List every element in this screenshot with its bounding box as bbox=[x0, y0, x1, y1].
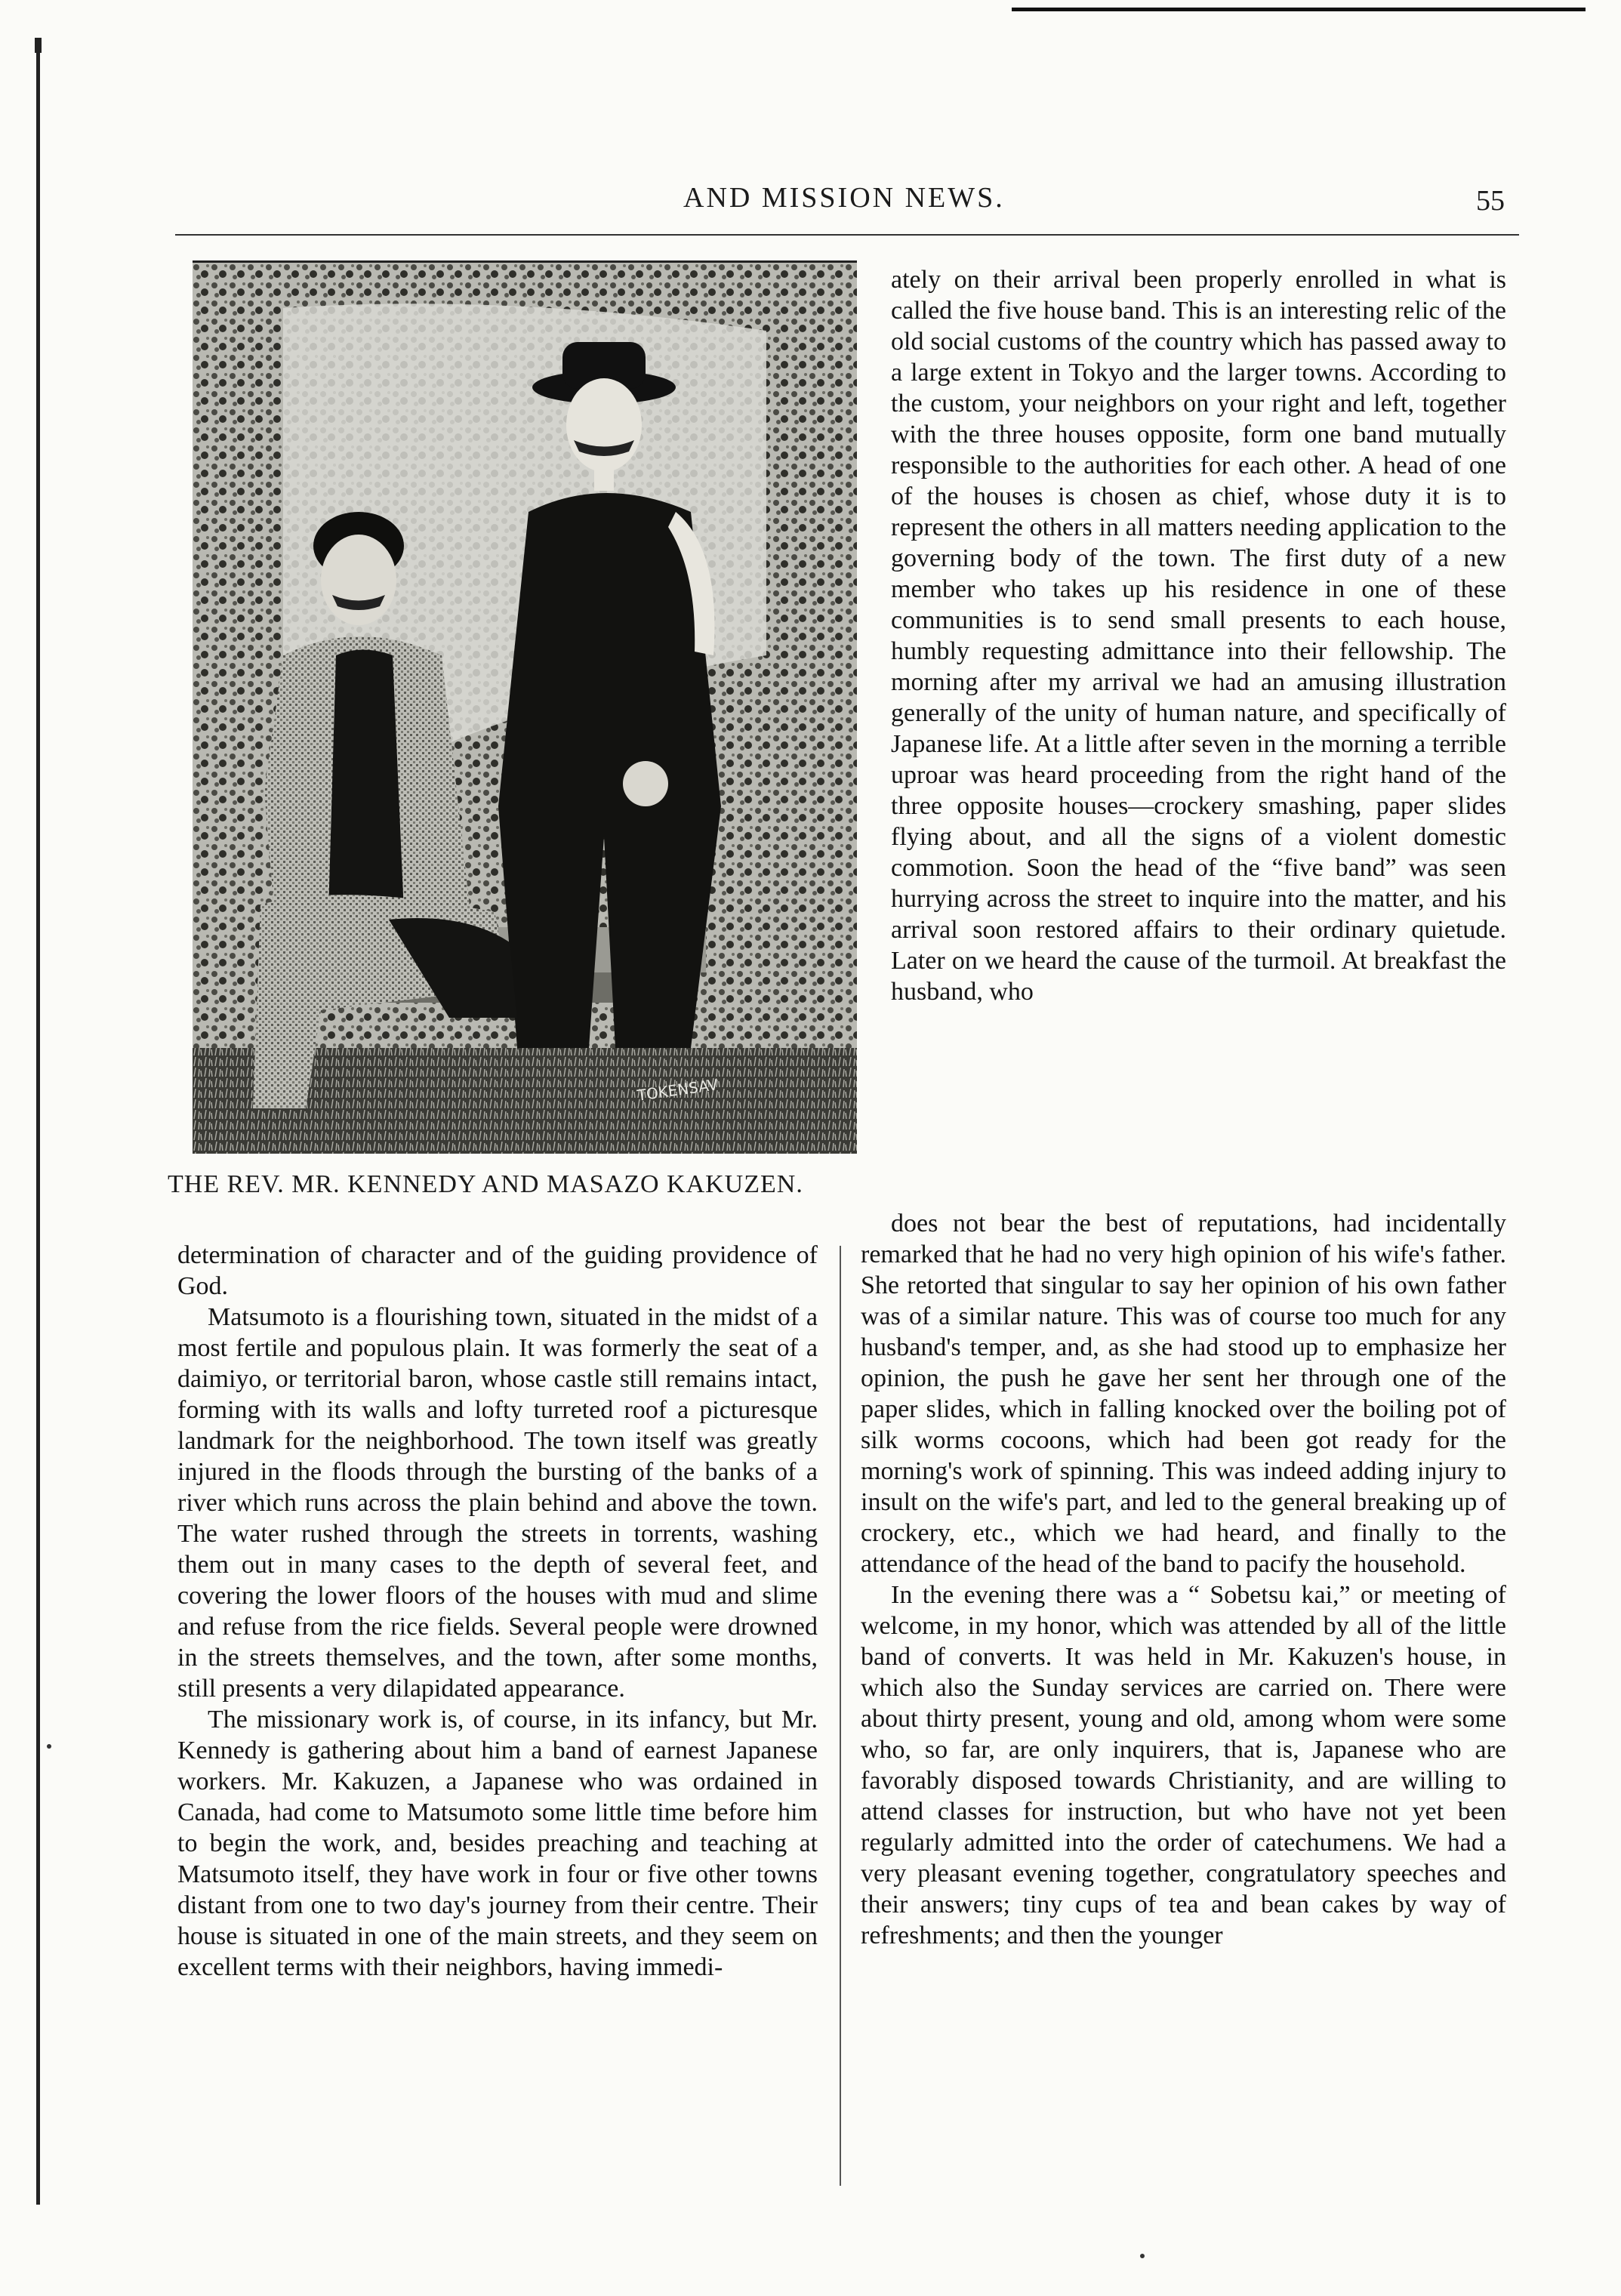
column-divider bbox=[840, 1246, 841, 2186]
paragraph: Matsumoto is a flourishing town, situated in the midst of a most fertile and populous plain. It was formerly the seat of a daimiyo, or territorial baron, whose castle still remains intact, forming with its walls and lofty turreted roof a picturesque landmark for the neighborhood. The town itself was greatly injured in the floods through the bursting of the banks of a river which runs across the plain behind and above the town. The water rushed through the streets in torrents, washing them out in many cases to the depth of several feet, and covering the lower floors of the houses with mud and slime and refuse from the rice fields. Several people were drowned in the streets themselves, and the town, after some months, still presents a very dilapidated appearance. bbox=[177, 1303, 818, 1703]
paragraph: ately on their arrival been properly enrolled in what is called the five house band. This is an interesting relic of the old social customs of the country which has passed away to a large extent in Tokyo and the larger towns. According to the custom, your neighbors on your right and left, together with the three houses opposite, form one band mutually responsible to the authorities for each other. A head of one of the houses is chosen as chief, whose duty it is to represent the others in all matters needing application to the governing body of the town. The first duty of a new member who takes up his residence in one of these communities is to send small presents to each house, humbly requesting admittance into their fellowship. The morning after my arrival we had an amusing illustration generally of the unity of human nature, and specifically of Japanese life. At a little after seven in the morning a terrible uproar was heard proceeding from the right hand of the three opposite houses—crockery smashing, paper slides flying about, and all the signs of a violent domestic commotion. Soon the head of the “five band” was seen hurrying across the street to inquire into the matter, and his arrival soon restored affairs to their ordinary quietude. Later on we heard the cause of the turmoil. At breakfast the husband, who bbox=[891, 266, 1506, 1006]
page-number: 55 bbox=[1476, 185, 1505, 217]
scan-speck bbox=[1140, 2254, 1145, 2258]
header-rule bbox=[175, 234, 1519, 236]
right-column-top bbox=[891, 264, 1506, 1007]
photo-caption: THE REV. MR. KENNEDY AND MASAZO KAKUZEN. bbox=[168, 1170, 803, 1198]
running-header: AND MISSION NEWS. bbox=[683, 182, 1005, 214]
paragraph: determination of character and of the guiding providence of God. bbox=[177, 1241, 818, 1300]
scan-mark bbox=[35, 38, 42, 53]
left-column bbox=[177, 1240, 818, 1983]
paragraph: The missionary work is, of course, in its infancy, but Mr. Kennedy is gathering about him a band of earnest Japanese workers. Mr. Kakuzen, a Japanese who was ordained in Canada, had come to Matsumoto some little time before him to begin the work, and, besides preaching and teaching at Matsumoto itself, they have work in four or five other towns distant from one to two day's journey from their centre. Their house is situated in one of the main streets, and they seem on excellent terms with their neighbors, having immedi- bbox=[177, 1706, 818, 1981]
left-border-rule bbox=[36, 53, 40, 2205]
scan-speck bbox=[47, 1744, 51, 1749]
svg-text:TOKENSAV: TOKENSAV bbox=[636, 1075, 720, 1105]
paragraph: In the evening there was a “ Sobetsu kai,” or meeting of welcome, in my honor, which was attended by all of the little band of converts. It was held in Mr. Kakuzen's house, in which also the Sunday services are carried on. There were about thirty present, young and old, among whom were some who, so far, are only inquirers, that is, Japanese who are favorably disposed towards Christianity, and are willing to attend classes for instruction, but who have not yet been regularly admitted into the order of catechumens. We had a very pleasant evening together, congratulatory speeches and their answers; tiny cups of tea and bean cakes by way of refreshments; and then the younger bbox=[861, 1581, 1506, 1949]
paragraph: does not bear the best of reputations, had incidentally remarked that he had no very high opinion of his wife's father. She retorted that singular to say her opinion of his own father was of a similar nature. This was of course too much for any husband's temper, and, as she had stood up to emphasize her opinion, the push he gave her sent her through one of the paper slides, which in falling knocked over the boiling pot of silk worms cocoons, which had been got ready for the morning's work of spinning. This was indeed adding injury to insult on the wife's part, and led to the general breaking up of crockery, etc., which we had heard, and finally to the attendance of the head of the band to pacify the household. bbox=[861, 1210, 1506, 1578]
right-column-bottom bbox=[861, 1208, 1506, 1951]
top-border-rule bbox=[1012, 8, 1586, 11]
photograph bbox=[193, 260, 857, 1154]
